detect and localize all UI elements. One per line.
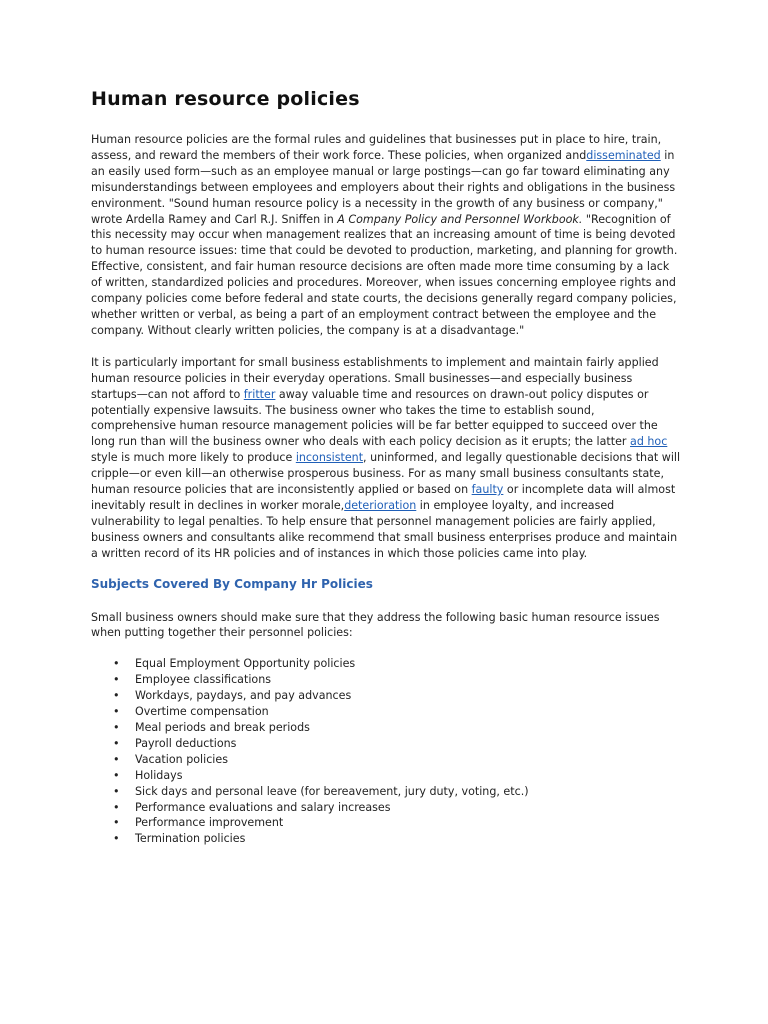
bullet-icon: • bbox=[113, 816, 120, 830]
list-item-label: Workdays, paydays, and pay advances bbox=[135, 689, 352, 703]
bullet-icon: • bbox=[113, 721, 120, 734]
paragraph-text: Human resource policies are the formal rules and guidelines that businesses put in place to hire, train, assess, and reward the members of their work force. These policies, when organized and bbox=[91, 133, 662, 162]
list-item bbox=[91, 831, 681, 847]
link-disseminated[interactable]: disseminated bbox=[586, 148, 661, 162]
list-item bbox=[91, 720, 681, 736]
paragraph-text: or incomplete data will almost inevitably result in declines in worker morale, bbox=[91, 483, 676, 512]
section-heading: Subjects Covered By Company Hr Policies bbox=[91, 576, 373, 591]
paragraph-importance bbox=[91, 355, 681, 562]
list-item bbox=[91, 736, 681, 752]
link-deterioration[interactable]: deterioration bbox=[344, 498, 417, 512]
list-item bbox=[91, 800, 681, 816]
paragraph-text: , uninformed, and legally questionable decisions that will cripple—or even kill—an otherwise prosperous business. For as many small business consultants state, human resource policies that are inconsistently applied or based on bbox=[91, 451, 681, 497]
document-page bbox=[91, 88, 681, 847]
bullet-icon: • bbox=[113, 832, 120, 846]
bullet-icon: • bbox=[113, 800, 120, 814]
list-item-label: Performance improvement bbox=[135, 816, 284, 830]
list-item-label: Payroll deductions bbox=[135, 736, 237, 750]
list-item-label: Holidays bbox=[135, 768, 183, 782]
bullet-icon: • bbox=[113, 705, 120, 719]
list-item-label: Termination policies bbox=[135, 832, 246, 846]
bullet-icon: • bbox=[113, 752, 120, 766]
paragraph-text: away valuable time and resources on drawn-out policy disputes or potentially expensive lawsuits. The business owner who takes the time to establish sound, comprehensive human resource management policies will be far better equipped to succeed over the long run than will the business owner who deals with each policy decision as it erupts; the latter bbox=[91, 387, 658, 449]
paragraph-intro bbox=[91, 132, 681, 339]
list-item-label: Performance evaluations and salary increases bbox=[135, 800, 391, 814]
bullet-icon: • bbox=[113, 736, 120, 750]
bullet-icon: • bbox=[113, 784, 120, 798]
policy-list bbox=[91, 656, 681, 847]
paragraph-text: style is much more likely to produce bbox=[91, 451, 296, 465]
list-item bbox=[91, 704, 681, 720]
list-item bbox=[91, 752, 681, 768]
paragraph-text: in employee loyalty, and increased vulnerability to legal penalties. To help ensure that personnel management policies are fairly applied, business owners and consultants alike recommend that small business enterprises produce and maintain a written record of its HR policies and of instances in which those policies came into play. bbox=[91, 498, 678, 560]
list-item bbox=[91, 688, 681, 704]
list-intro: Small business owners should make sure that they address the following basic human resource issues when putting together their personnel policies: bbox=[91, 610, 660, 640]
list-item-label: Equal Employment Opportunity policies bbox=[135, 657, 356, 671]
book-title: A Company Policy and Personnel Workbook. bbox=[337, 212, 583, 226]
list-item bbox=[91, 656, 681, 672]
list-item-label: Sick days and personal leave (for bereavement, jury duty, voting, etc.) bbox=[135, 784, 529, 798]
list-item-label: Overtime compensation bbox=[135, 705, 269, 719]
list-item-label: Meal periods and break periods bbox=[135, 721, 310, 734]
bullet-icon: • bbox=[113, 689, 120, 703]
list-item bbox=[91, 768, 681, 784]
paragraph-text: It is particularly important for small business establishments to implement and maintain fairly applied human resource policies in their everyday operations. Small businesses—and especially business startups—can not afford to bbox=[91, 355, 659, 401]
paragraph-text: "Recognition of this necessity may occur when management realizes that an increasing amount of time is being devoted to human resource issues: time that could be devoted to production, marketing, and planning for growth. Effective, consistent, and fair human resource decisions are often made more time consuming by a lack of written, standardized policies and procedures. Moreover, when issues concerning employee rights and company policies come before federal and state courts, the decisions generally regard company policies, whether written or verbal, as being a part of an employment contract between the employee and the company. Without clearly written policies, the company is at a disadvantage." bbox=[91, 212, 678, 337]
bullet-icon: • bbox=[113, 657, 120, 671]
list-item bbox=[91, 815, 681, 831]
list-item-label: Employee classifications bbox=[135, 673, 272, 687]
page-title: Human resource policies bbox=[91, 88, 360, 110]
link-faulty[interactable]: faulty bbox=[471, 483, 504, 497]
list-item bbox=[91, 672, 681, 688]
paragraph-text: in an easily used form—such as an employee manual or large postings—can go far toward eliminating any misunderstandings between employees and employers about their rights and obligations in the business environment. "Sound human resource policy is a necessity in the growth of any business or company," wrote Ardella Ramey and Carl R.J. Sniffen in bbox=[91, 148, 676, 226]
link-ad-hoc[interactable]: ad hoc bbox=[630, 435, 668, 449]
link-inconsistent[interactable]: inconsistent bbox=[295, 451, 364, 465]
list-item-label: Vacation policies bbox=[135, 752, 228, 766]
bullet-icon: • bbox=[113, 673, 120, 687]
bullet-icon: • bbox=[113, 768, 120, 782]
list-item bbox=[91, 784, 681, 800]
link-fritter[interactable]: fritter bbox=[243, 387, 276, 401]
